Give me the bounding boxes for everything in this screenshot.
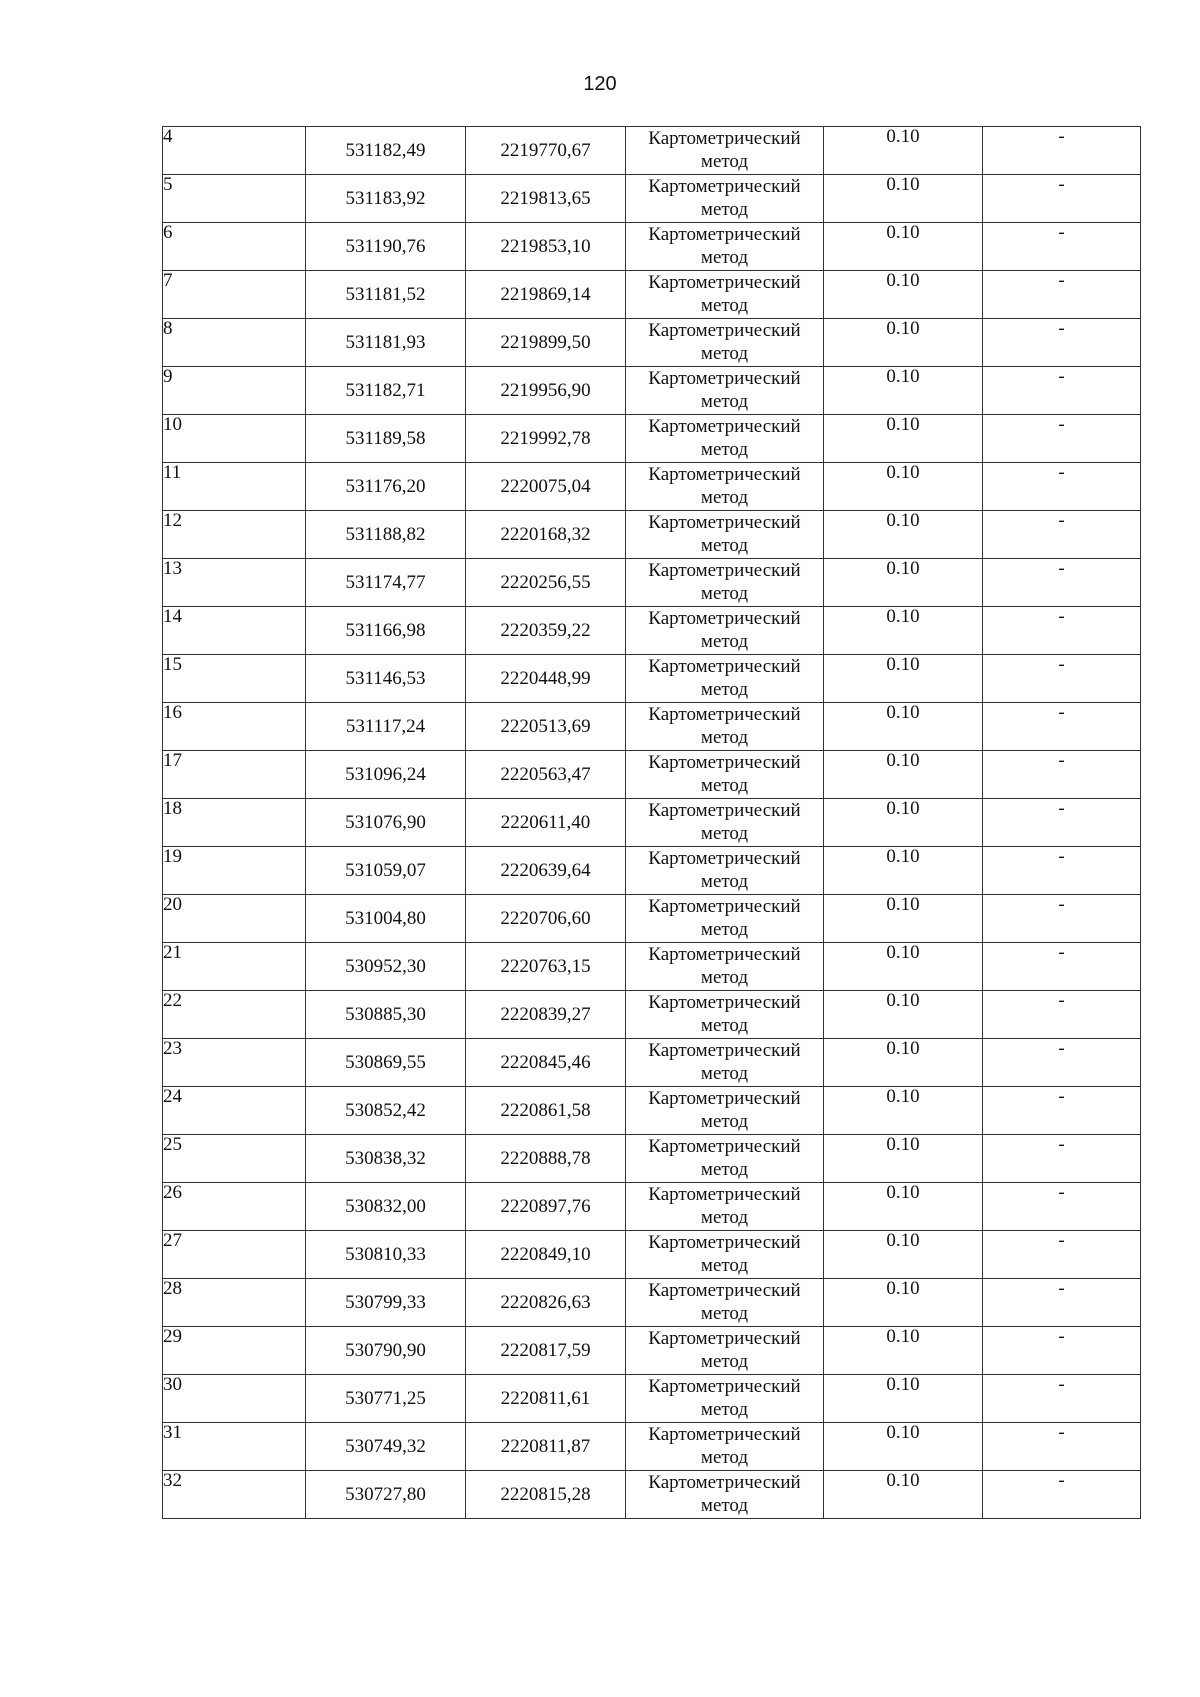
method-line-1: Картометрический <box>648 752 801 773</box>
note-cell: - <box>983 1279 1141 1327</box>
point-number-cell: 25 <box>163 1135 306 1183</box>
table-row <box>163 943 1141 991</box>
method-cell <box>626 895 824 943</box>
method-line-2: метод <box>700 439 749 460</box>
accuracy-cell: 0.10 <box>824 991 983 1039</box>
x-coordinate-cell: 531004,80 <box>306 895 466 943</box>
method-line-2: метод <box>700 775 749 796</box>
table-row <box>163 1375 1141 1423</box>
method-line-2: метод <box>700 1399 749 1420</box>
accuracy-cell: 0.10 <box>824 895 983 943</box>
table-row <box>163 847 1141 895</box>
accuracy-cell: 0.10 <box>824 511 983 559</box>
accuracy-cell: 0.10 <box>824 1327 983 1375</box>
y-coordinate-cell: 2220639,64 <box>466 847 626 895</box>
method-cell <box>626 223 824 271</box>
y-coordinate-cell: 2220861,58 <box>466 1087 626 1135</box>
note-cell: - <box>983 127 1141 175</box>
note-cell: - <box>983 463 1141 511</box>
point-number-cell: 8 <box>163 319 306 367</box>
method-line-1: Картометрический <box>648 464 801 485</box>
note-cell: - <box>983 703 1141 751</box>
x-coordinate-cell: 530838,32 <box>306 1135 466 1183</box>
x-coordinate-cell: 530810,33 <box>306 1231 466 1279</box>
y-coordinate-cell: 2220888,78 <box>466 1135 626 1183</box>
note-cell: - <box>983 271 1141 319</box>
y-coordinate-cell: 2220817,59 <box>466 1327 626 1375</box>
method-cell <box>626 127 824 175</box>
method-line-1: Картометрический <box>648 272 801 293</box>
note-cell: - <box>983 1087 1141 1135</box>
method-line-1: Картометрический <box>648 608 801 629</box>
method-line-2: метод <box>700 295 749 316</box>
method-line-1: Картометрический <box>648 656 801 677</box>
x-coordinate-cell: 530952,30 <box>306 943 466 991</box>
y-coordinate-cell: 2219869,14 <box>466 271 626 319</box>
note-cell: - <box>983 1327 1141 1375</box>
accuracy-cell: 0.10 <box>824 271 983 319</box>
method-line-1: Картометрический <box>648 704 801 725</box>
note-cell: - <box>983 1471 1141 1519</box>
table-row <box>163 463 1141 511</box>
point-number-cell: 19 <box>163 847 306 895</box>
method-cell <box>626 943 824 991</box>
method-line-1: Картометрический <box>648 128 801 149</box>
y-coordinate-cell: 2220849,10 <box>466 1231 626 1279</box>
table-row <box>163 1183 1141 1231</box>
note-cell: - <box>983 415 1141 463</box>
method-line-1: Картометрический <box>648 1232 801 1253</box>
y-coordinate-cell: 2220811,87 <box>466 1423 626 1471</box>
method-line-2: метод <box>700 1111 749 1132</box>
point-number-cell: 15 <box>163 655 306 703</box>
point-number-cell: 26 <box>163 1183 306 1231</box>
y-coordinate-cell: 2220168,32 <box>466 511 626 559</box>
method-line-2: метод <box>700 1447 749 1468</box>
accuracy-cell: 0.10 <box>824 1039 983 1087</box>
method-cell <box>626 1279 824 1327</box>
table-row <box>163 319 1141 367</box>
note-cell: - <box>983 847 1141 895</box>
note-cell: - <box>983 655 1141 703</box>
point-number-cell: 21 <box>163 943 306 991</box>
point-number-cell: 17 <box>163 751 306 799</box>
y-coordinate-cell: 2220706,60 <box>466 895 626 943</box>
accuracy-cell: 0.10 <box>824 655 983 703</box>
table-row <box>163 511 1141 559</box>
table-row <box>163 1327 1141 1375</box>
note-cell: - <box>983 1375 1141 1423</box>
method-line-1: Картометрический <box>648 896 801 917</box>
method-cell <box>626 511 824 559</box>
x-coordinate-cell: 530771,25 <box>306 1375 466 1423</box>
method-cell <box>626 607 824 655</box>
x-coordinate-cell: 530799,33 <box>306 1279 466 1327</box>
method-line-1: Картометрический <box>648 1088 801 1109</box>
method-cell <box>626 1183 824 1231</box>
accuracy-cell: 0.10 <box>824 319 983 367</box>
method-line-2: метод <box>700 1495 749 1516</box>
accuracy-cell: 0.10 <box>824 1471 983 1519</box>
accuracy-cell: 0.10 <box>824 175 983 223</box>
method-line-2: метод <box>700 487 749 508</box>
y-coordinate-cell: 2219853,10 <box>466 223 626 271</box>
method-line-2: метод <box>700 247 749 268</box>
table-row <box>163 127 1141 175</box>
method-line-2: метод <box>700 871 749 892</box>
point-number-cell: 4 <box>163 127 306 175</box>
method-cell <box>626 559 824 607</box>
accuracy-cell: 0.10 <box>824 847 983 895</box>
table-row <box>163 1279 1141 1327</box>
method-cell <box>626 799 824 847</box>
note-cell: - <box>983 1183 1141 1231</box>
point-number-cell: 12 <box>163 511 306 559</box>
x-coordinate-cell: 530852,42 <box>306 1087 466 1135</box>
note-cell: - <box>983 751 1141 799</box>
point-number-cell: 7 <box>163 271 306 319</box>
table-row <box>163 991 1141 1039</box>
accuracy-cell: 0.10 <box>824 463 983 511</box>
y-coordinate-cell: 2220359,22 <box>466 607 626 655</box>
method-line-2: метод <box>700 1207 749 1228</box>
point-number-cell: 5 <box>163 175 306 223</box>
point-number-cell: 31 <box>163 1423 306 1471</box>
y-coordinate-cell: 2219770,67 <box>466 127 626 175</box>
note-cell: - <box>983 1135 1141 1183</box>
accuracy-cell: 0.10 <box>824 1135 983 1183</box>
accuracy-cell: 0.10 <box>824 415 983 463</box>
method-line-2: метод <box>700 583 749 604</box>
point-number-cell: 20 <box>163 895 306 943</box>
method-line-1: Картометрический <box>648 992 801 1013</box>
y-coordinate-cell: 2219956,90 <box>466 367 626 415</box>
method-line-1: Картометрический <box>648 176 801 197</box>
method-line-1: Картометрический <box>648 1424 801 1445</box>
x-coordinate-cell: 531189,58 <box>306 415 466 463</box>
y-coordinate-cell: 2220845,46 <box>466 1039 626 1087</box>
method-cell <box>626 1375 824 1423</box>
x-coordinate-cell: 531166,98 <box>306 607 466 655</box>
method-line-2: метод <box>700 343 749 364</box>
accuracy-cell: 0.10 <box>824 751 983 799</box>
table-row <box>163 655 1141 703</box>
table-row <box>163 607 1141 655</box>
method-line-1: Картометрический <box>648 320 801 341</box>
method-cell <box>626 367 824 415</box>
y-coordinate-cell: 2220256,55 <box>466 559 626 607</box>
method-line-1: Картометрический <box>648 1472 801 1493</box>
x-coordinate-cell: 531117,24 <box>306 703 466 751</box>
table-row <box>163 895 1141 943</box>
table-row <box>163 271 1141 319</box>
table-row <box>163 367 1141 415</box>
accuracy-cell: 0.10 <box>824 367 983 415</box>
method-line-2: метод <box>700 679 749 700</box>
method-cell <box>626 1087 824 1135</box>
method-line-2: метод <box>700 1159 749 1180</box>
method-line-2: метод <box>700 1063 749 1084</box>
method-line-2: метод <box>700 919 749 940</box>
method-line-2: метод <box>700 1255 749 1276</box>
accuracy-cell: 0.10 <box>824 1231 983 1279</box>
table-row <box>163 1039 1141 1087</box>
method-line-2: метод <box>700 1015 749 1036</box>
table-row <box>163 175 1141 223</box>
note-cell: - <box>983 991 1141 1039</box>
x-coordinate-cell: 531076,90 <box>306 799 466 847</box>
method-line-1: Картометрический <box>648 368 801 389</box>
x-coordinate-cell: 531182,71 <box>306 367 466 415</box>
table-row <box>163 1471 1141 1519</box>
x-coordinate-cell: 530790,90 <box>306 1327 466 1375</box>
y-coordinate-cell: 2220448,99 <box>466 655 626 703</box>
accuracy-cell: 0.10 <box>824 799 983 847</box>
y-coordinate-cell: 2220815,28 <box>466 1471 626 1519</box>
accuracy-cell: 0.10 <box>824 223 983 271</box>
accuracy-cell: 0.10 <box>824 703 983 751</box>
x-coordinate-cell: 530749,32 <box>306 1423 466 1471</box>
method-cell <box>626 1327 824 1375</box>
method-cell <box>626 271 824 319</box>
method-line-2: метод <box>700 631 749 652</box>
table-row <box>163 799 1141 847</box>
point-number-cell: 9 <box>163 367 306 415</box>
point-number-cell: 18 <box>163 799 306 847</box>
accuracy-cell: 0.10 <box>824 607 983 655</box>
note-cell: - <box>983 559 1141 607</box>
method-line-1: Картометрический <box>648 1184 801 1205</box>
y-coordinate-cell: 2220811,61 <box>466 1375 626 1423</box>
note-cell: - <box>983 607 1141 655</box>
point-number-cell: 13 <box>163 559 306 607</box>
y-coordinate-cell: 2220897,76 <box>466 1183 626 1231</box>
point-number-cell: 24 <box>163 1087 306 1135</box>
method-line-1: Картометрический <box>648 1376 801 1397</box>
method-line-2: метод <box>700 727 749 748</box>
accuracy-cell: 0.10 <box>824 1375 983 1423</box>
method-line-2: метод <box>700 151 749 172</box>
x-coordinate-cell: 531183,92 <box>306 175 466 223</box>
method-line-1: Картометрический <box>648 1136 801 1157</box>
method-line-2: метод <box>700 391 749 412</box>
method-line-1: Картометрический <box>648 944 801 965</box>
method-cell <box>626 415 824 463</box>
method-line-2: метод <box>700 967 749 988</box>
accuracy-cell: 0.10 <box>824 127 983 175</box>
coordinates-table <box>162 126 1141 1519</box>
point-number-cell: 23 <box>163 1039 306 1087</box>
note-cell: - <box>983 895 1141 943</box>
method-line-1: Картометрический <box>648 224 801 245</box>
accuracy-cell: 0.10 <box>824 559 983 607</box>
y-coordinate-cell: 2219813,65 <box>466 175 626 223</box>
accuracy-cell: 0.10 <box>824 1087 983 1135</box>
point-number-cell: 29 <box>163 1327 306 1375</box>
table-row <box>163 1135 1141 1183</box>
method-line-1: Картометрический <box>648 1328 801 1349</box>
table-row <box>163 1423 1141 1471</box>
method-line-2: метод <box>700 1303 749 1324</box>
method-line-1: Картометрический <box>648 800 801 821</box>
note-cell: - <box>983 943 1141 991</box>
y-coordinate-cell: 2220075,04 <box>466 463 626 511</box>
point-number-cell: 11 <box>163 463 306 511</box>
note-cell: - <box>983 1231 1141 1279</box>
method-cell <box>626 319 824 367</box>
table-row <box>163 1231 1141 1279</box>
point-number-cell: 16 <box>163 703 306 751</box>
point-number-cell: 6 <box>163 223 306 271</box>
point-number-cell: 10 <box>163 415 306 463</box>
method-cell <box>626 1039 824 1087</box>
y-coordinate-cell: 2220563,47 <box>466 751 626 799</box>
y-coordinate-cell: 2219899,50 <box>466 319 626 367</box>
accuracy-cell: 0.10 <box>824 1279 983 1327</box>
method-line-1: Картометрический <box>648 560 801 581</box>
y-coordinate-cell: 2220611,40 <box>466 799 626 847</box>
note-cell: - <box>983 319 1141 367</box>
note-cell: - <box>983 1039 1141 1087</box>
y-coordinate-cell: 2220826,63 <box>466 1279 626 1327</box>
method-line-1: Картометрический <box>648 848 801 869</box>
x-coordinate-cell: 531190,76 <box>306 223 466 271</box>
x-coordinate-cell: 531181,52 <box>306 271 466 319</box>
point-number-cell: 32 <box>163 1471 306 1519</box>
method-cell <box>626 175 824 223</box>
accuracy-cell: 0.10 <box>824 1423 983 1471</box>
note-cell: - <box>983 1423 1141 1471</box>
method-line-1: Картометрический <box>648 1040 801 1061</box>
x-coordinate-cell: 530869,55 <box>306 1039 466 1087</box>
method-cell <box>626 1231 824 1279</box>
method-line-1: Картометрический <box>648 1280 801 1301</box>
x-coordinate-cell: 530727,80 <box>306 1471 466 1519</box>
point-number-cell: 28 <box>163 1279 306 1327</box>
y-coordinate-cell: 2219992,78 <box>466 415 626 463</box>
accuracy-cell: 0.10 <box>824 1183 983 1231</box>
method-line-1: Картометрический <box>648 512 801 533</box>
x-coordinate-cell: 531176,20 <box>306 463 466 511</box>
x-coordinate-cell: 531146,53 <box>306 655 466 703</box>
note-cell: - <box>983 175 1141 223</box>
x-coordinate-cell: 530832,00 <box>306 1183 466 1231</box>
note-cell: - <box>983 511 1141 559</box>
x-coordinate-cell: 530885,30 <box>306 991 466 1039</box>
method-cell <box>626 991 824 1039</box>
method-line-1: Картометрический <box>648 416 801 437</box>
method-line-2: метод <box>700 199 749 220</box>
method-cell <box>626 847 824 895</box>
method-cell <box>626 1471 824 1519</box>
note-cell: - <box>983 223 1141 271</box>
table-body <box>163 127 1141 1519</box>
y-coordinate-cell: 2220763,15 <box>466 943 626 991</box>
x-coordinate-cell: 531182,49 <box>306 127 466 175</box>
method-cell <box>626 703 824 751</box>
method-line-2: метод <box>700 823 749 844</box>
x-coordinate-cell: 531059,07 <box>306 847 466 895</box>
method-cell <box>626 1423 824 1471</box>
point-number-cell: 30 <box>163 1375 306 1423</box>
note-cell: - <box>983 367 1141 415</box>
method-line-2: метод <box>700 535 749 556</box>
x-coordinate-cell: 531174,77 <box>306 559 466 607</box>
x-coordinate-cell: 531181,93 <box>306 319 466 367</box>
point-number-cell: 14 <box>163 607 306 655</box>
accuracy-cell: 0.10 <box>824 943 983 991</box>
table-row <box>163 751 1141 799</box>
point-number-cell: 22 <box>163 991 306 1039</box>
table-row <box>163 223 1141 271</box>
x-coordinate-cell: 531188,82 <box>306 511 466 559</box>
method-cell <box>626 655 824 703</box>
x-coordinate-cell: 531096,24 <box>306 751 466 799</box>
y-coordinate-cell: 2220513,69 <box>466 703 626 751</box>
method-cell <box>626 463 824 511</box>
method-line-2: метод <box>700 1351 749 1372</box>
y-coordinate-cell: 2220839,27 <box>466 991 626 1039</box>
method-cell <box>626 751 824 799</box>
table-row <box>163 703 1141 751</box>
table-row <box>163 415 1141 463</box>
point-number-cell: 27 <box>163 1231 306 1279</box>
note-cell: - <box>983 799 1141 847</box>
method-cell <box>626 1135 824 1183</box>
page-number: 120 <box>583 73 617 95</box>
table-row <box>163 1087 1141 1135</box>
table-row <box>163 559 1141 607</box>
